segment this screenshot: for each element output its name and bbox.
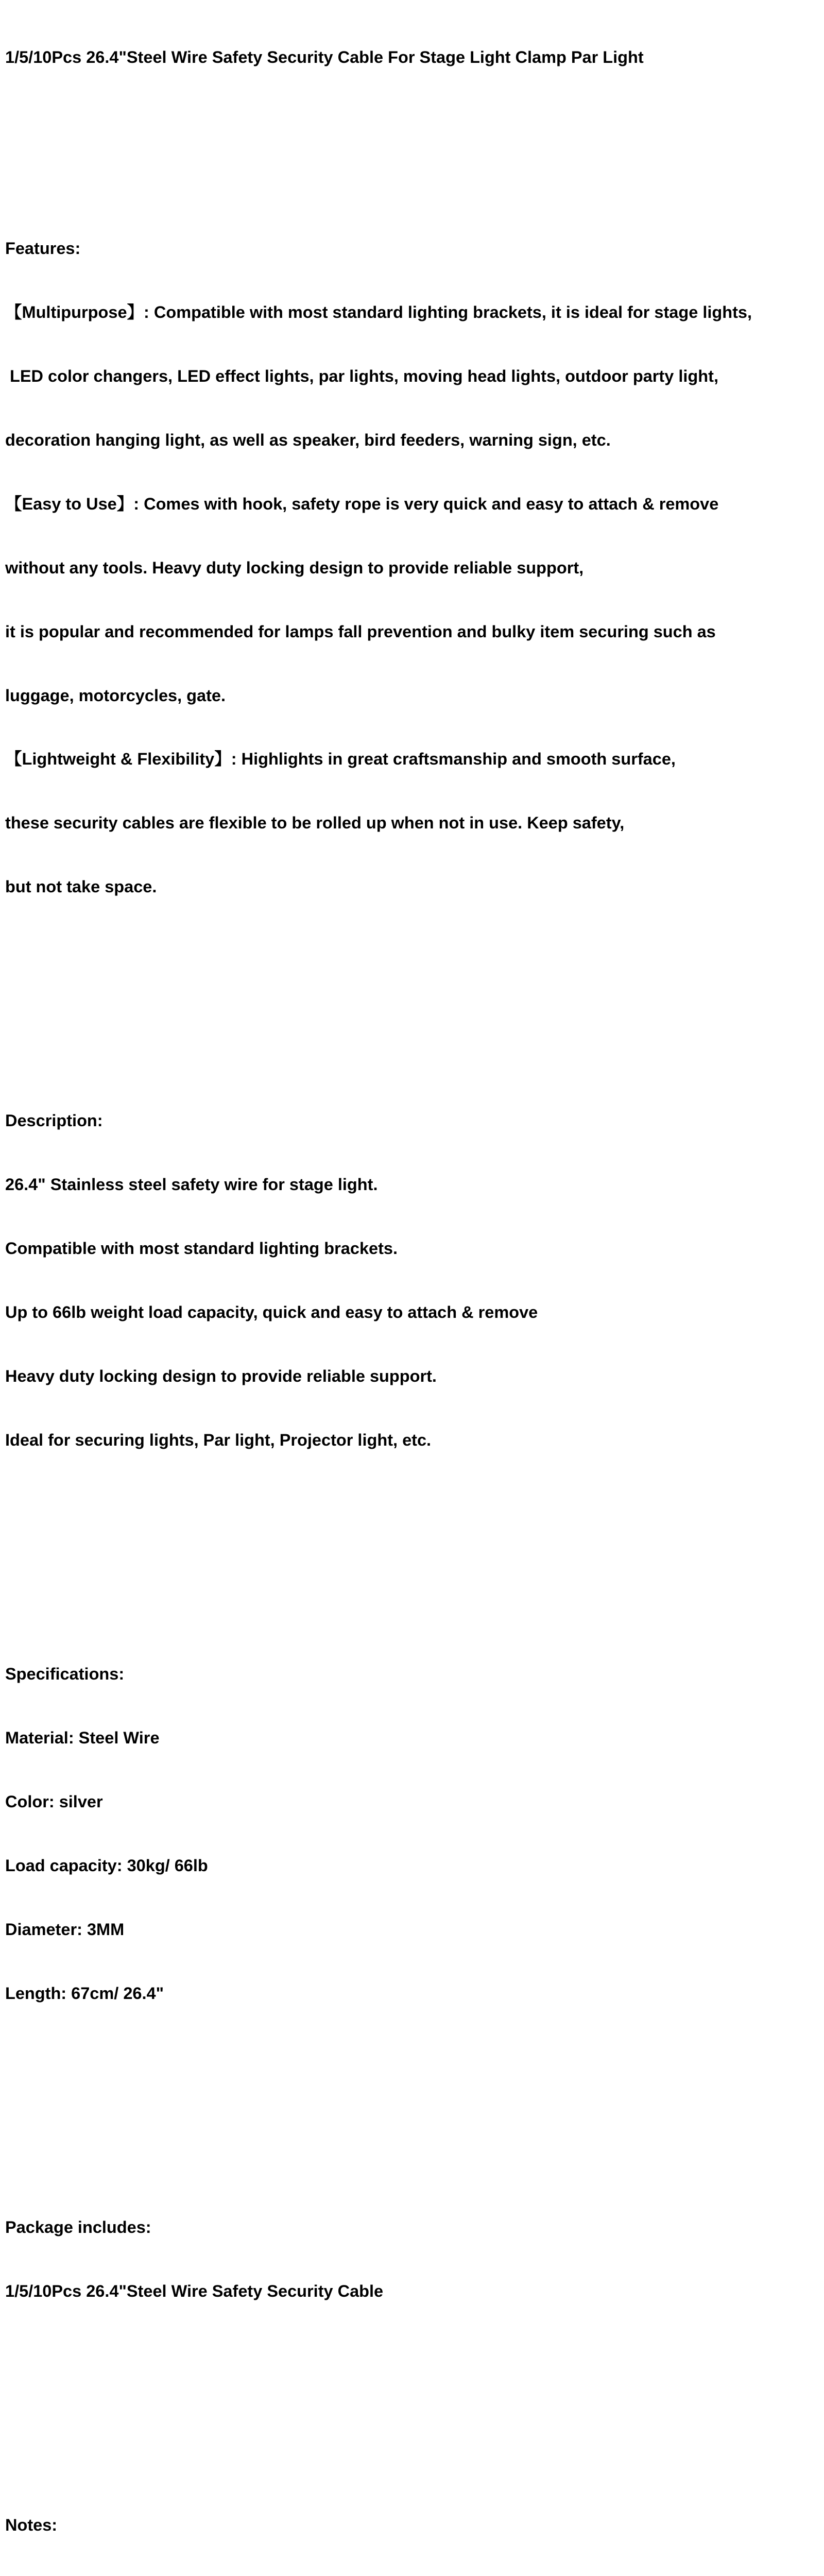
spec-material: Material: Steel Wire — [5, 1728, 160, 1748]
product-title: 1/5/10Pcs 26.4"Steel Wire Safety Security Cable For Stage Light Clamp Par Light — [5, 47, 644, 66]
features-line: without any tools. Heavy duty locking design to provide reliable support, — [5, 558, 584, 577]
package-line: 1/5/10Pcs 26.4"Steel Wire Safety Security Cable — [5, 2281, 384, 2300]
features-line: these security cables are flexible to be rolled up when not in use. Keep safety, — [5, 814, 625, 833]
product-description-document — [5, 4, 821, 2576]
description-line: Ideal for securing lights, Par light, Projector light, etc. — [5, 1430, 432, 1449]
description-heading: Description: — [5, 1111, 103, 1130]
spec-diameter: Diameter: 3MM — [5, 1920, 125, 1939]
description-line: Compatible with most standard lighting brackets. — [5, 1239, 398, 1258]
spacer — [5, 1536, 821, 1557]
spacer — [5, 983, 821, 1004]
features-line: LED color changers, LED effect lights, par lights, moving head lights, outdoor party light, — [5, 367, 718, 386]
features-line: but not take space. — [5, 877, 157, 896]
description-line: 26.4" Stainless steel safety wire for stage light. — [5, 1175, 378, 1194]
spec-load-capacity: Load capacity: 30kg/ 66lb — [5, 1856, 208, 1875]
features-line: it is popular and recommended for lamps fall prevention and bulky item securing such as — [5, 622, 716, 641]
package-section — [5, 2174, 821, 2344]
spec-length: Length: 67cm/ 26.4" — [5, 1984, 164, 2003]
description-line: Up to 66lb weight load capacity, quick and easy to attach & remove — [5, 1303, 538, 1322]
features-line: luggage, motorcycles, gate. — [5, 686, 226, 705]
features-section — [5, 196, 821, 940]
spacer — [5, 2089, 821, 2110]
specifications-section — [5, 1621, 821, 2047]
spacer — [5, 110, 821, 131]
features-line: decoration hanging light, as well as speaker, bird feeders, warning sign, etc. — [5, 430, 611, 449]
notes-section — [5, 2472, 821, 2576]
specifications-heading: Specifications: — [5, 1665, 125, 1684]
notes-heading: Notes: — [5, 2516, 58, 2535]
description-line: Heavy duty locking design to provide reliable support. — [5, 1367, 437, 1385]
features-line: 【Lightweight & Flexibility】: Highlights in great craftsmanship and smooth surface, — [5, 750, 676, 769]
spec-color: Color: silver — [5, 1792, 103, 1811]
package-heading: Package includes: — [5, 2217, 151, 2236]
spacer — [5, 2387, 821, 2408]
features-line: 【Multipurpose】: Compatible with most standard lighting brackets, it is ideal for stage lights, — [5, 303, 752, 322]
description-section — [5, 1068, 821, 1494]
features-heading: Features: — [5, 239, 81, 258]
features-line: 【Easy to Use】: Comes with hook, safety rope is very quick and easy to attach & remove — [5, 494, 719, 513]
